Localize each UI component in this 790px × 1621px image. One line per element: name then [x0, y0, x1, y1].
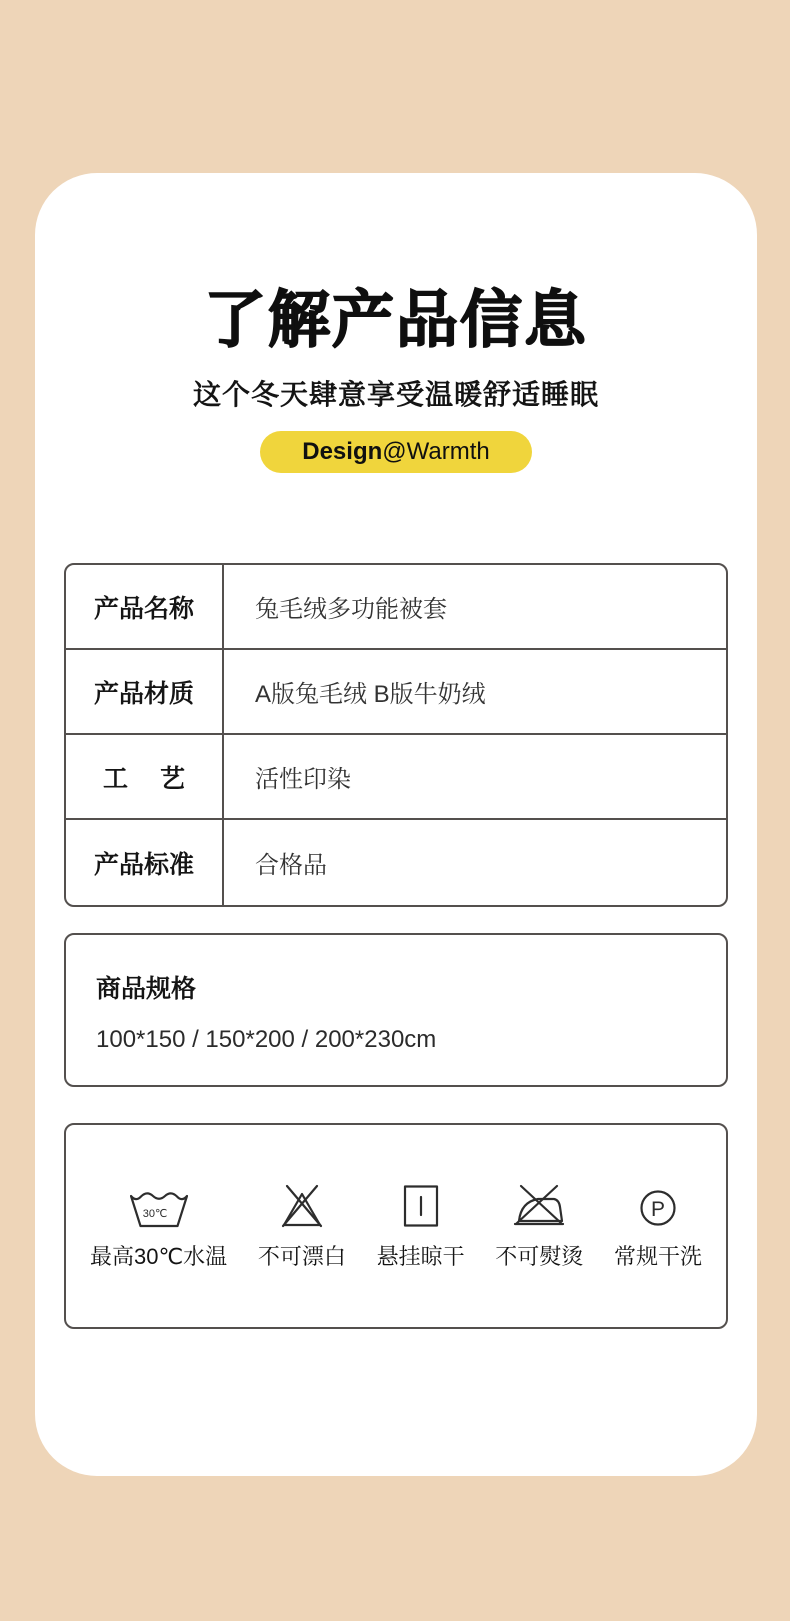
wash-temp-text: 30℃ [142, 1207, 167, 1220]
page-title: 了解产品信息 [203, 286, 588, 355]
row-label: 工 艺 [66, 735, 224, 818]
care-instructions-box [64, 1123, 728, 1329]
care-item [90, 1182, 227, 1271]
badge-text-bold: Design [302, 438, 383, 465]
care-label: 不可熨烫 [495, 1243, 584, 1269]
row-label: 产品名称 [66, 565, 224, 648]
spec-title: 商品规格 [96, 975, 197, 1003]
table-row [66, 565, 726, 650]
care-label: 常规干洗 [613, 1243, 702, 1269]
row-value: 合格品 [255, 852, 327, 879]
no-iron-icon [512, 1182, 566, 1228]
badge-row [64, 431, 728, 473]
dry-clean-letter: P [650, 1197, 665, 1221]
care-label: 悬挂晾干 [376, 1243, 465, 1269]
spec-box [64, 933, 728, 1087]
product-info-card [35, 173, 757, 1476]
wash-30c-icon [130, 1182, 188, 1228]
table-row [66, 820, 726, 905]
care-label: 最高30℃水温 [90, 1243, 228, 1269]
row-label: 产品材质 [66, 650, 224, 733]
care-item [377, 1182, 465, 1271]
row-value: 兔毛绒多功能被套 [255, 596, 447, 623]
table-row [66, 650, 726, 735]
design-warmth-badge [260, 431, 532, 473]
row-value: A版兔毛绒 B版牛奶绒 [255, 681, 486, 708]
product-attributes-table [64, 563, 728, 907]
dry-clean-icon [638, 1182, 678, 1228]
badge-text-rest: @Warmth [382, 438, 490, 465]
row-value: 活性印染 [255, 766, 351, 793]
spec-sizes: 100*150 / 150*200 / 200*230cm [96, 1026, 437, 1053]
no-bleach-icon [278, 1182, 326, 1228]
care-label: 不可漂白 [257, 1243, 346, 1269]
row-label: 产品标准 [66, 820, 224, 905]
care-item [258, 1182, 346, 1271]
care-item [614, 1182, 702, 1271]
care-item [495, 1182, 583, 1271]
table-row [66, 735, 726, 820]
page-subtitle: 这个冬天肆意享受温暖舒适睡眠 [192, 379, 599, 410]
hang-dry-icon [401, 1182, 441, 1228]
